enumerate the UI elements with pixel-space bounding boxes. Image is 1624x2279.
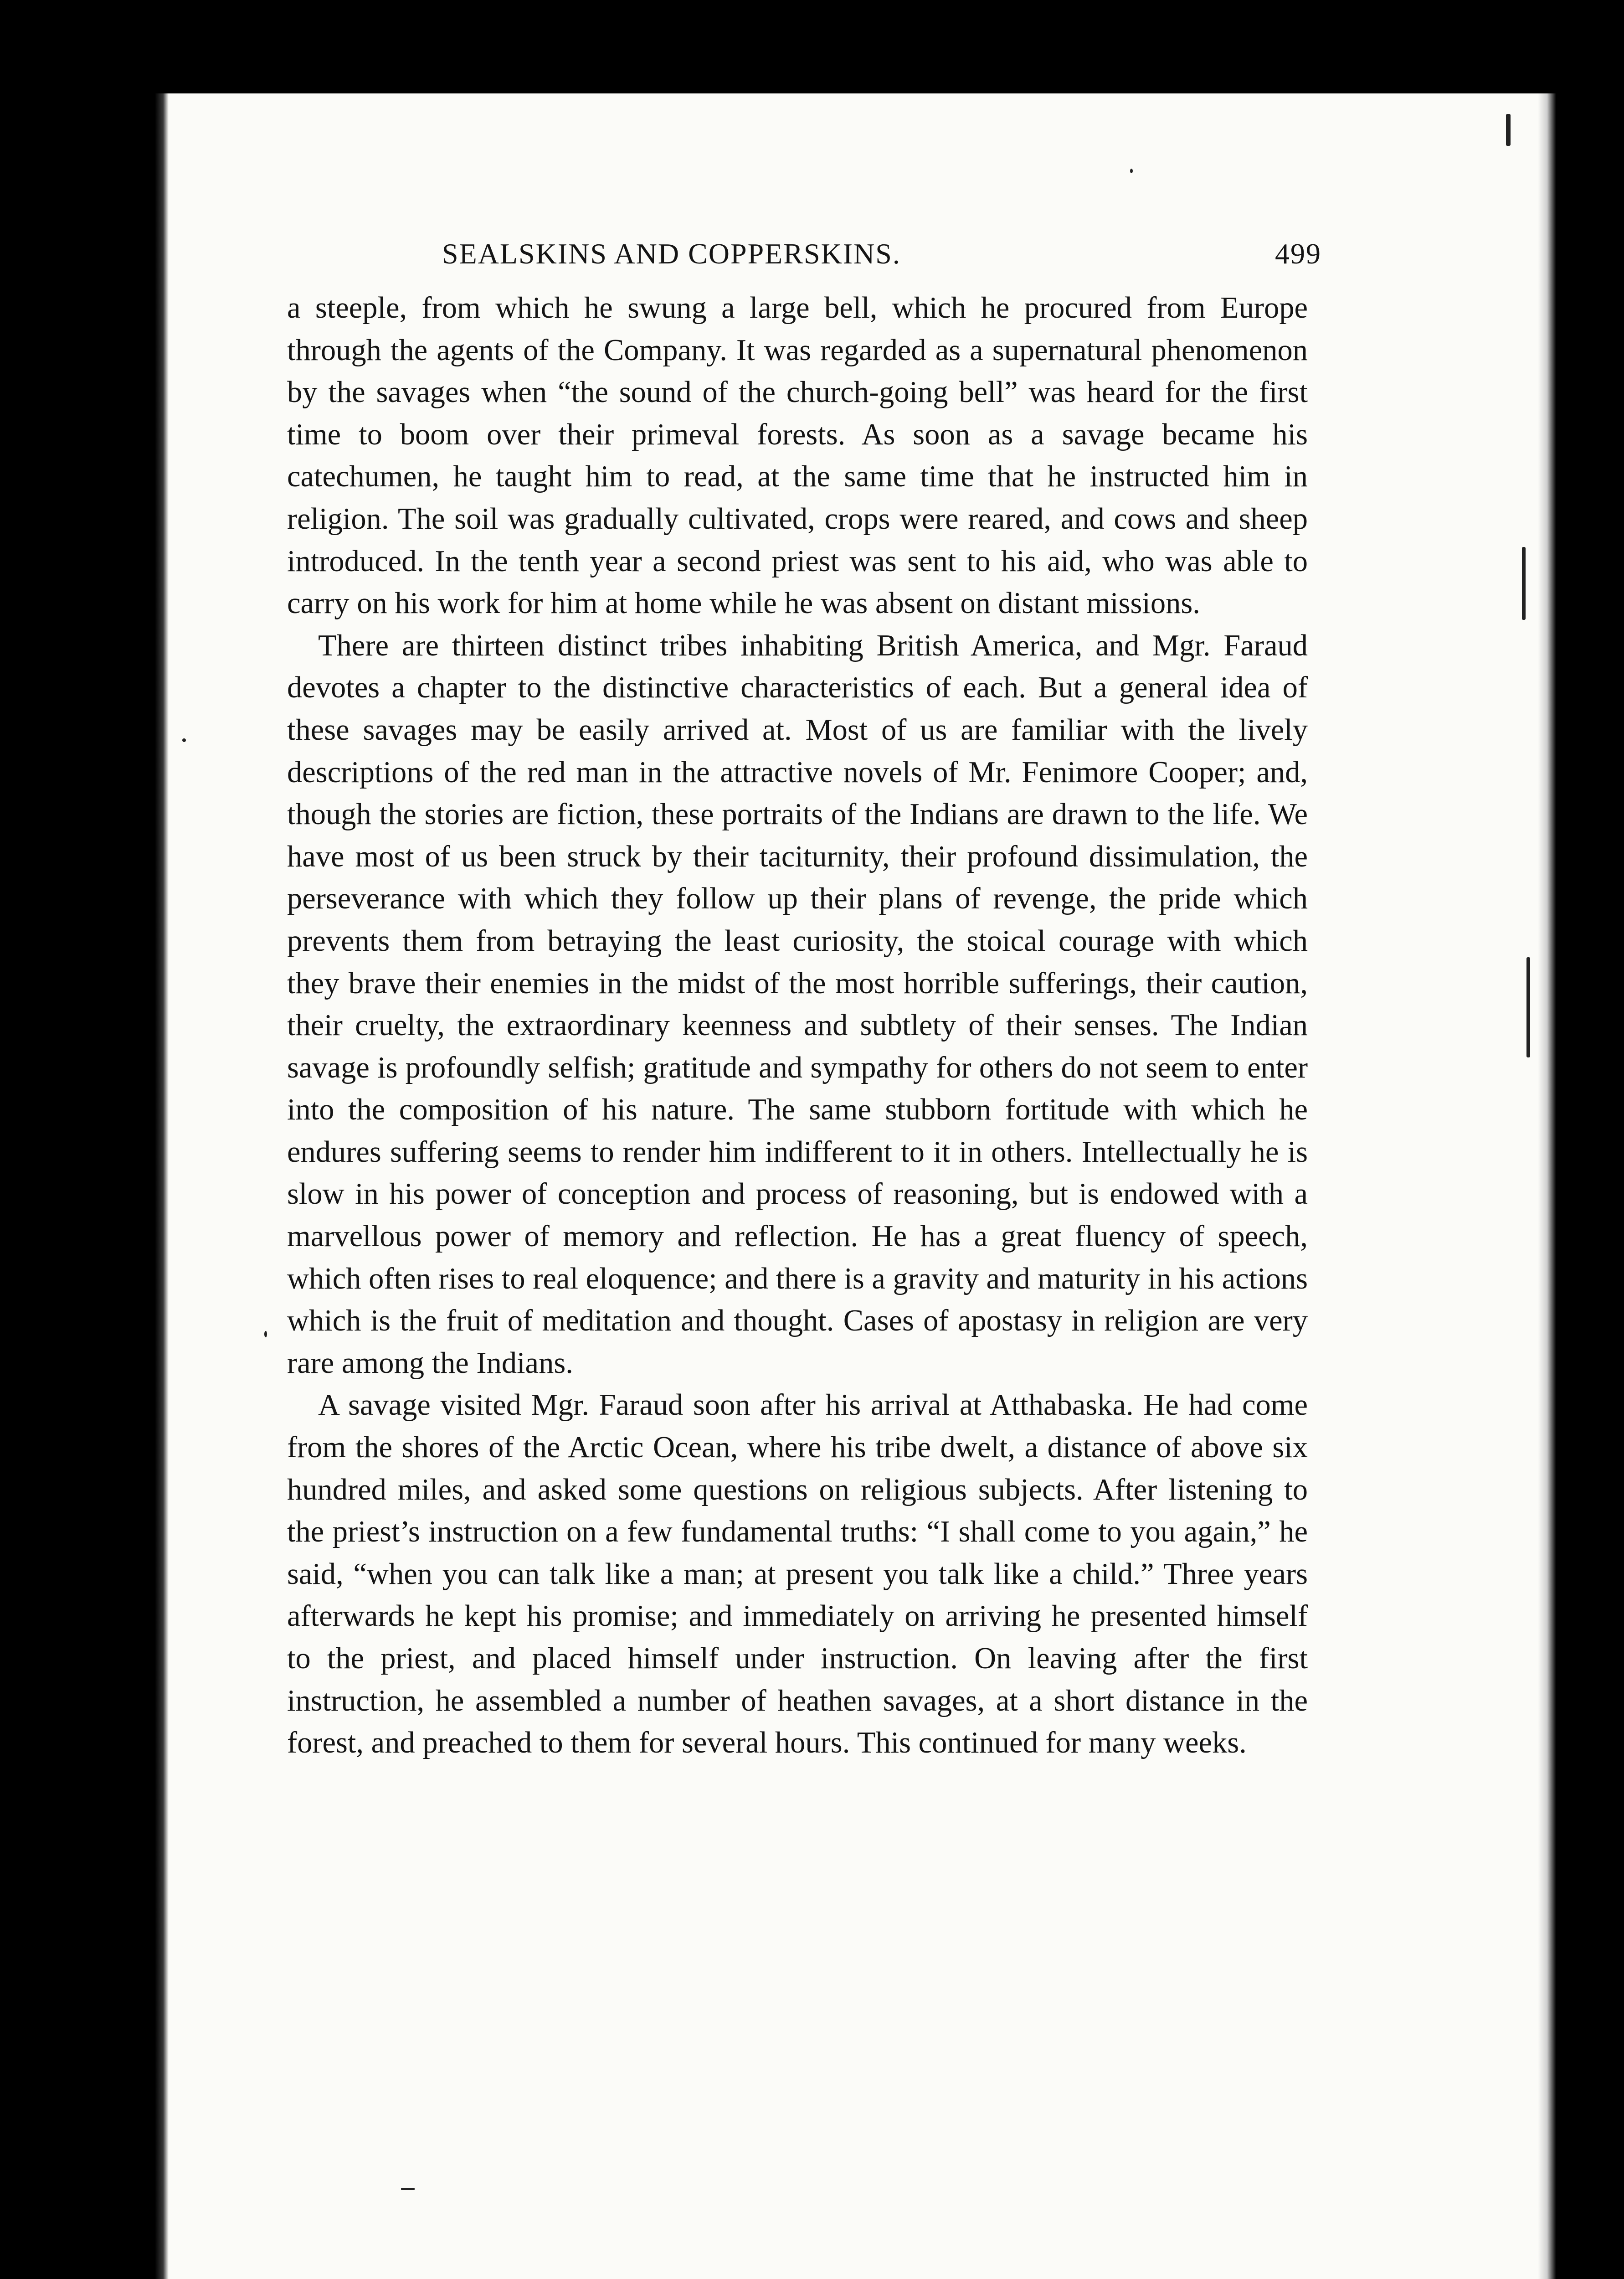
scan-speck	[264, 1331, 267, 1337]
scan-speck	[1522, 547, 1526, 620]
page-edge	[1538, 93, 1558, 2279]
scan-speck	[182, 738, 186, 742]
scan-speck	[1526, 957, 1530, 1057]
running-head-title: SEALSKINS AND COPPERSKINS.	[442, 237, 901, 270]
paragraph: A savage visited Mgr. Faraud soon after his arrival at Atthabaska. He had come from the shores of the Arctic Ocean, where his tribe dwelt, a distance of above six hundred miles, and asked some questions on religious subjects. After listening to the priest’s instruction on a few fundamental truths: “I shall come to you again,” he said, “when you can talk like a man; at present you talk like a child.” Three years afterwards he kept his promise; and immediately on arriving he presented himself to the priest, and placed himself under instruction. On leaving after the first instruction, he assembled a number of heathen savages, at a short distance in the forest, and preached to them for several hours. This continued for many weeks.	[287, 1388, 1308, 1760]
paragraph: There are thirteen distinct tribes inhabiting British America, and Mgr. Faraud devotes a chapter to the distinctive characteristics of each. But a general idea of these savages may be easily arrived at. Most of us are familiar with the lively descriptions of the red man in the attractive novels of Mr. Fenimore Cooper; and, though the stories are fiction, these portraits of the Indians are drawn to the life. We have most of us been struck by their taciturnity, their profound dissimulation, the perseverance with which they follow up their plans of revenge, the pride which prevents them from betraying the least curiosity, the stoical courage with which they brave their enemies in the midst of the most horrible sufferings, their caution, their cruelty, the extraordinary keenness and subtlety of their senses. The Indian savage is profoundly selfish; gratitude and sympathy for others do not seem to enter into the composition of his nature. The same stubborn fortitude with which he endures suffering seems to render him indifferent to it in others. Intellectually he is slow in his power of conception and process of reasoning, but is endowed with a marvellous power of memory and reflection. He has a great fluency of speech, which often rises to real eloquence; and there is a gravity and maturity in his actions which is the fruit of meditation and thought. Cases of apostasy in religion are very rare among the Indians.	[287, 629, 1308, 1380]
binding-gutter	[109, 93, 169, 2279]
scan-speck	[1130, 169, 1133, 173]
book-page	[287, 237, 1321, 1764]
page-number: 499	[1275, 237, 1321, 270]
body-text	[287, 287, 1308, 1764]
paragraph: a steeple, from which he swung a large bell, which he procured from Europe through the agents of the Company. It was regarded as a supernatural phenomenon by the savages when “the sound of the church-going bell” was heard for the first time to boom over their primeval forests. As soon as a savage became his catechumen, he taught him to read, at the same time that he instructed him in religion. The soil was gradually cultivated, crops were reared, and cows and sheep introduced. In the tenth year a second priest was sent to his aid, who was able to carry on his work for him at home while he was absent on distant missions.	[287, 291, 1308, 620]
scan-speck	[401, 2188, 415, 2190]
running-head	[287, 237, 1321, 287]
scan-speck	[1506, 114, 1511, 146]
